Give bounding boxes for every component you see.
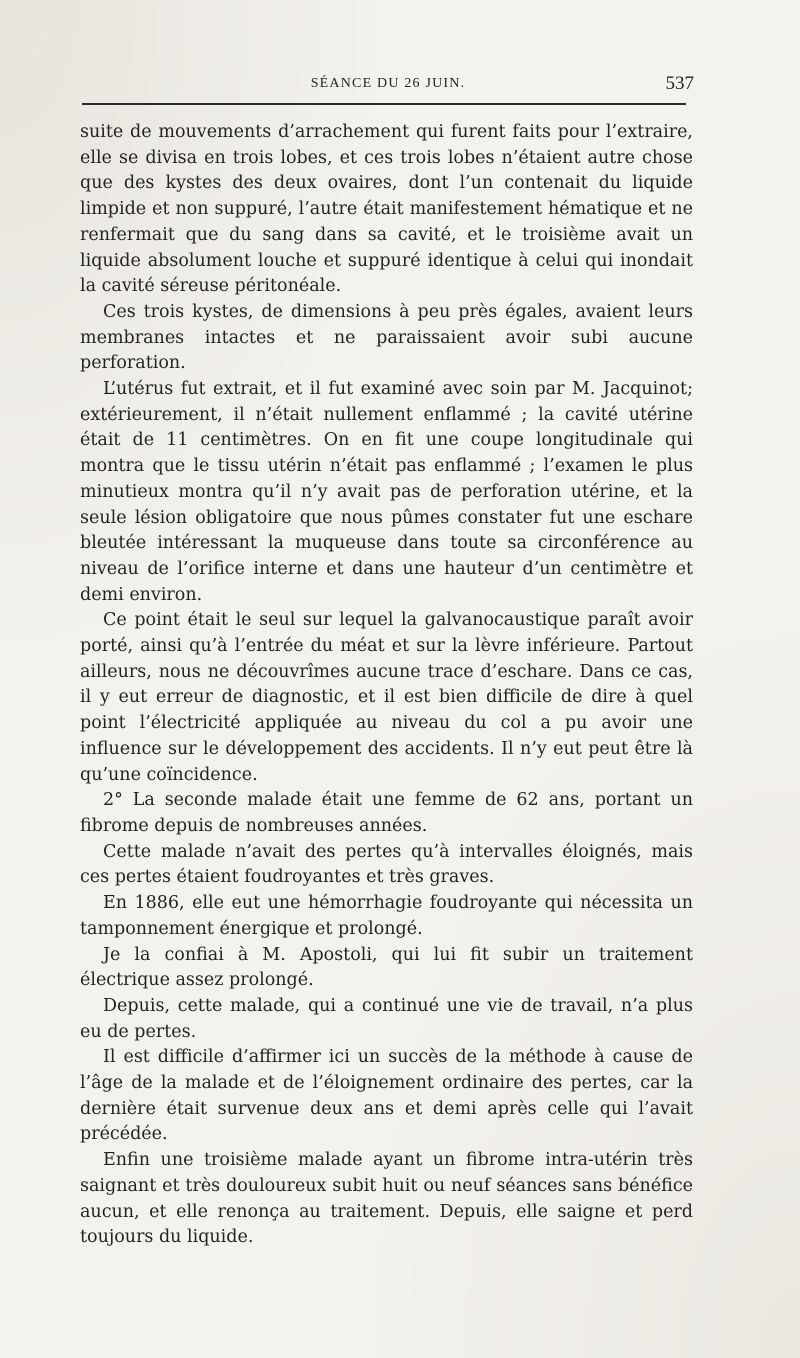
- paragraph-10: Il est difficile d’affirmer ici un succès de la méthode à cause de l’âge de la malade et de l’éloignement ordinaire des pertes, car la dernière était survenue deux ans et demi après celle qui l’avait précédée.: [80, 1047, 693, 1145]
- running-title: SÉANCE DU 26 JUIN.: [310, 76, 466, 91]
- paragraph-6: Cette malade n’avait des pertes qu’à intervalles éloignés, mais ces pertes étaient foudroyantes et très graves.: [80, 841, 693, 888]
- paragraph-5: 2° La seconde malade était une femme de 62 ans, portant un fibrome depuis de nombreuses années.: [80, 790, 693, 836]
- paragraph-2: Ces trois kystes, de dimensions à peu près égales, avaient leurs membranes intactes et ne paraissaient avoir subi aucune perforation.: [80, 301, 693, 374]
- paragraph-4: Ce point était le seul sur lequel la galvanocaustique paraît avoir porté, ainsi qu’à l’entrée du méat et sur la lèvre inférieure. Partout ailleurs, nous ne découvrîmes aucune trace d’eschare. Dans ce cas, il y eut erreur de diagnostic, et il est bien difficile de dire à quel point l’électricité appliquée au niveau du col a pu avoir une influence sur le développement des accidents. Il n’y eut peut être là qu’une coïncidence.: [80, 610, 693, 785]
- body-text: [80, 120, 693, 1251]
- running-head: [82, 73, 694, 97]
- paragraph-11: Enfin une troisième malade ayant un fibrome intra-utérin très saignant et très douloureux subit huit ou neuf séances sans bénéfice aucun, et elle renonça au traitement. Depuis, elle saigne et perd toujours du liquide.: [80, 1150, 693, 1248]
- paragraph-1: suite de mouvements d’arrachement qui furent faits pour l’extraire, elle se divisa en trois lobes, et ces trois lobes n’étaient autre chose que des kystes des deux ovaires, dont l’un contenait du liquide limpide et non suppuré, l’autre était manifestement hématique et ne renfermait que du sang dans sa cavité, et le troisième avait un liquide absolument louche et suppuré identique à celui qui inondait la cavité séreuse péritonéale.: [80, 122, 693, 297]
- paragraph-9: Depuis, cette malade, qui a continué une vie de travail, n’a plus eu de pertes.: [80, 995, 693, 1042]
- header-rule: [82, 103, 686, 105]
- paragraph-7: En 1886, elle eut une hémorrhagie foudroyante qui nécessita un tamponnement énergique et prolongé.: [80, 893, 693, 939]
- paragraph-8: Je la confiai à M. Apostoli, qui lui fit subir un traitement électrique assez prolongé.: [80, 944, 693, 991]
- paragraph-3: L’utérus fut extrait, et il fut examiné avec soin par M. Jacquinot; extérieurement, il n’était nullement enflammé ; la cavité utérine était de 11 centimètres. On en fit une coupe longitudinale qui montra que le tissu utérin n’était pas enflammé ; l’examen le plus minutieux montra qu’il n’y avait pas de perforation utérine, et la seule lésion obligatoire que nous pûmes constater fut une eschare bleutée intéressant la muqueuse dans toute sa circonférence au niveau de l’orifice interne et dans une hauteur d’un centimètre et demi environ.: [80, 379, 693, 605]
- page-number: 537: [665, 73, 694, 94]
